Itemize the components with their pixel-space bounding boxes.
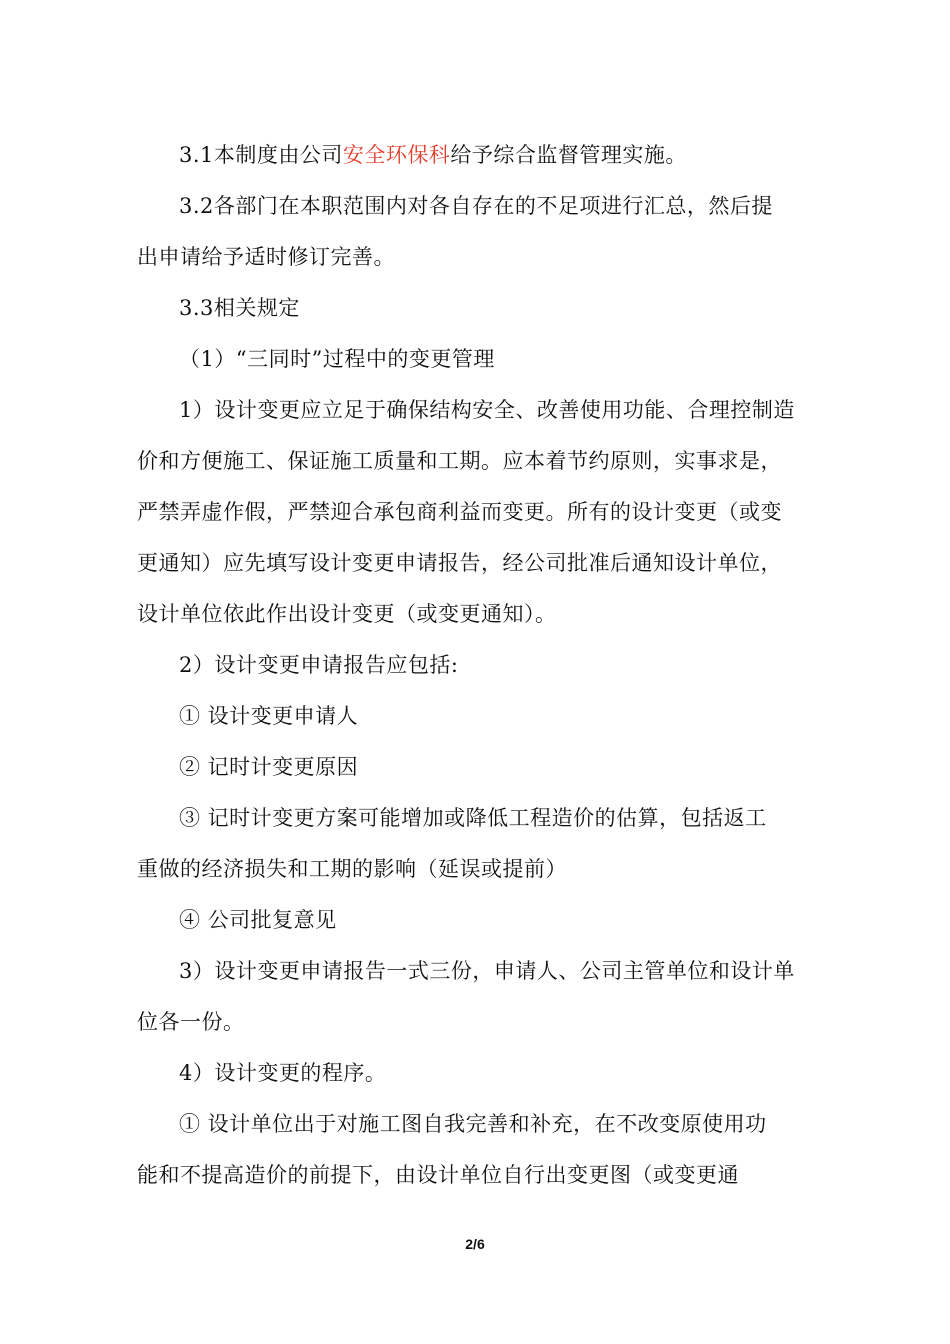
text-segment: 3.1本制度由公司 (179, 143, 343, 167)
text-segment: 给予综合监督管理实施。 (450, 143, 687, 167)
text-line: 严禁弄虚作假，严禁迎合承包商利益而变更。所有的设计变更（或变 (137, 500, 782, 524)
paragraph-p6 (137, 640, 827, 691)
highlighted-department-name: 安全环保科 (342, 143, 451, 167)
paragraph-p3 (137, 283, 827, 334)
text-line: 3.2各部门在本职范围内对各自存在的不足项进行汇总，然后提 (179, 194, 773, 218)
paragraph-p13 (137, 1099, 827, 1201)
paragraph-p8 (137, 742, 827, 793)
text-line: 1）设计变更应立足于确保结构安全、改善使用功能、合理控制造 (179, 398, 795, 422)
text-line: ④ 公司批复意见 (179, 908, 337, 932)
text-line: 4）设计变更的程序。 (179, 1061, 387, 1085)
text-line: 2）设计变更申请报告应包括: (179, 653, 459, 677)
text-line: 3.3相关规定 (179, 296, 300, 320)
text-line: 重做的经济损失和工期的影响（延误或提前） (137, 857, 567, 881)
paragraph-p5 (137, 385, 827, 640)
paragraph-p1 (137, 130, 827, 181)
text-line: 出申请给予适时修订完善。 (137, 245, 395, 269)
paragraph-p4 (137, 334, 827, 385)
text-line: 设计单位依此作出设计变更（或变更通知）。 (137, 602, 557, 626)
document-body (137, 130, 827, 1201)
text-line: 价和方便施工、保证施工质量和工期。应本着节约原则，实事求是， (137, 449, 782, 473)
text-line: 3）设计变更申请报告一式三份，申请人、公司主管单位和设计单 (179, 959, 795, 983)
text-line: ③ 记时计变更方案可能增加或降低工程造价的估算，包括返工 (179, 806, 767, 830)
text-line: ② 记时计变更原因 (179, 755, 359, 779)
text-line: 位各一份。 (137, 1010, 245, 1034)
text-line: ① 设计变更申请人 (179, 704, 359, 728)
text-line: （1）“三同时”过程中的变更管理 (179, 347, 495, 371)
text-line: 更通知）应先填写设计变更申请报告，经公司批准后通知设计单位， (137, 551, 782, 575)
paragraph-p2 (137, 181, 827, 283)
paragraph-p9 (137, 793, 827, 895)
text-line: 能和不提高造价的前提下，由设计单位自行出变更图（或变更通 (137, 1163, 739, 1187)
paragraph-p12 (137, 1048, 827, 1099)
text-line: ① 设计单位出于对施工图自我完善和补充，在不改变原使用功 (179, 1112, 767, 1136)
page-number: 2/6 (465, 1236, 485, 1252)
paragraph-p10 (137, 895, 827, 946)
paragraph-p11 (137, 946, 827, 1048)
text-line (137, 130, 827, 181)
paragraph-p7 (137, 691, 827, 742)
